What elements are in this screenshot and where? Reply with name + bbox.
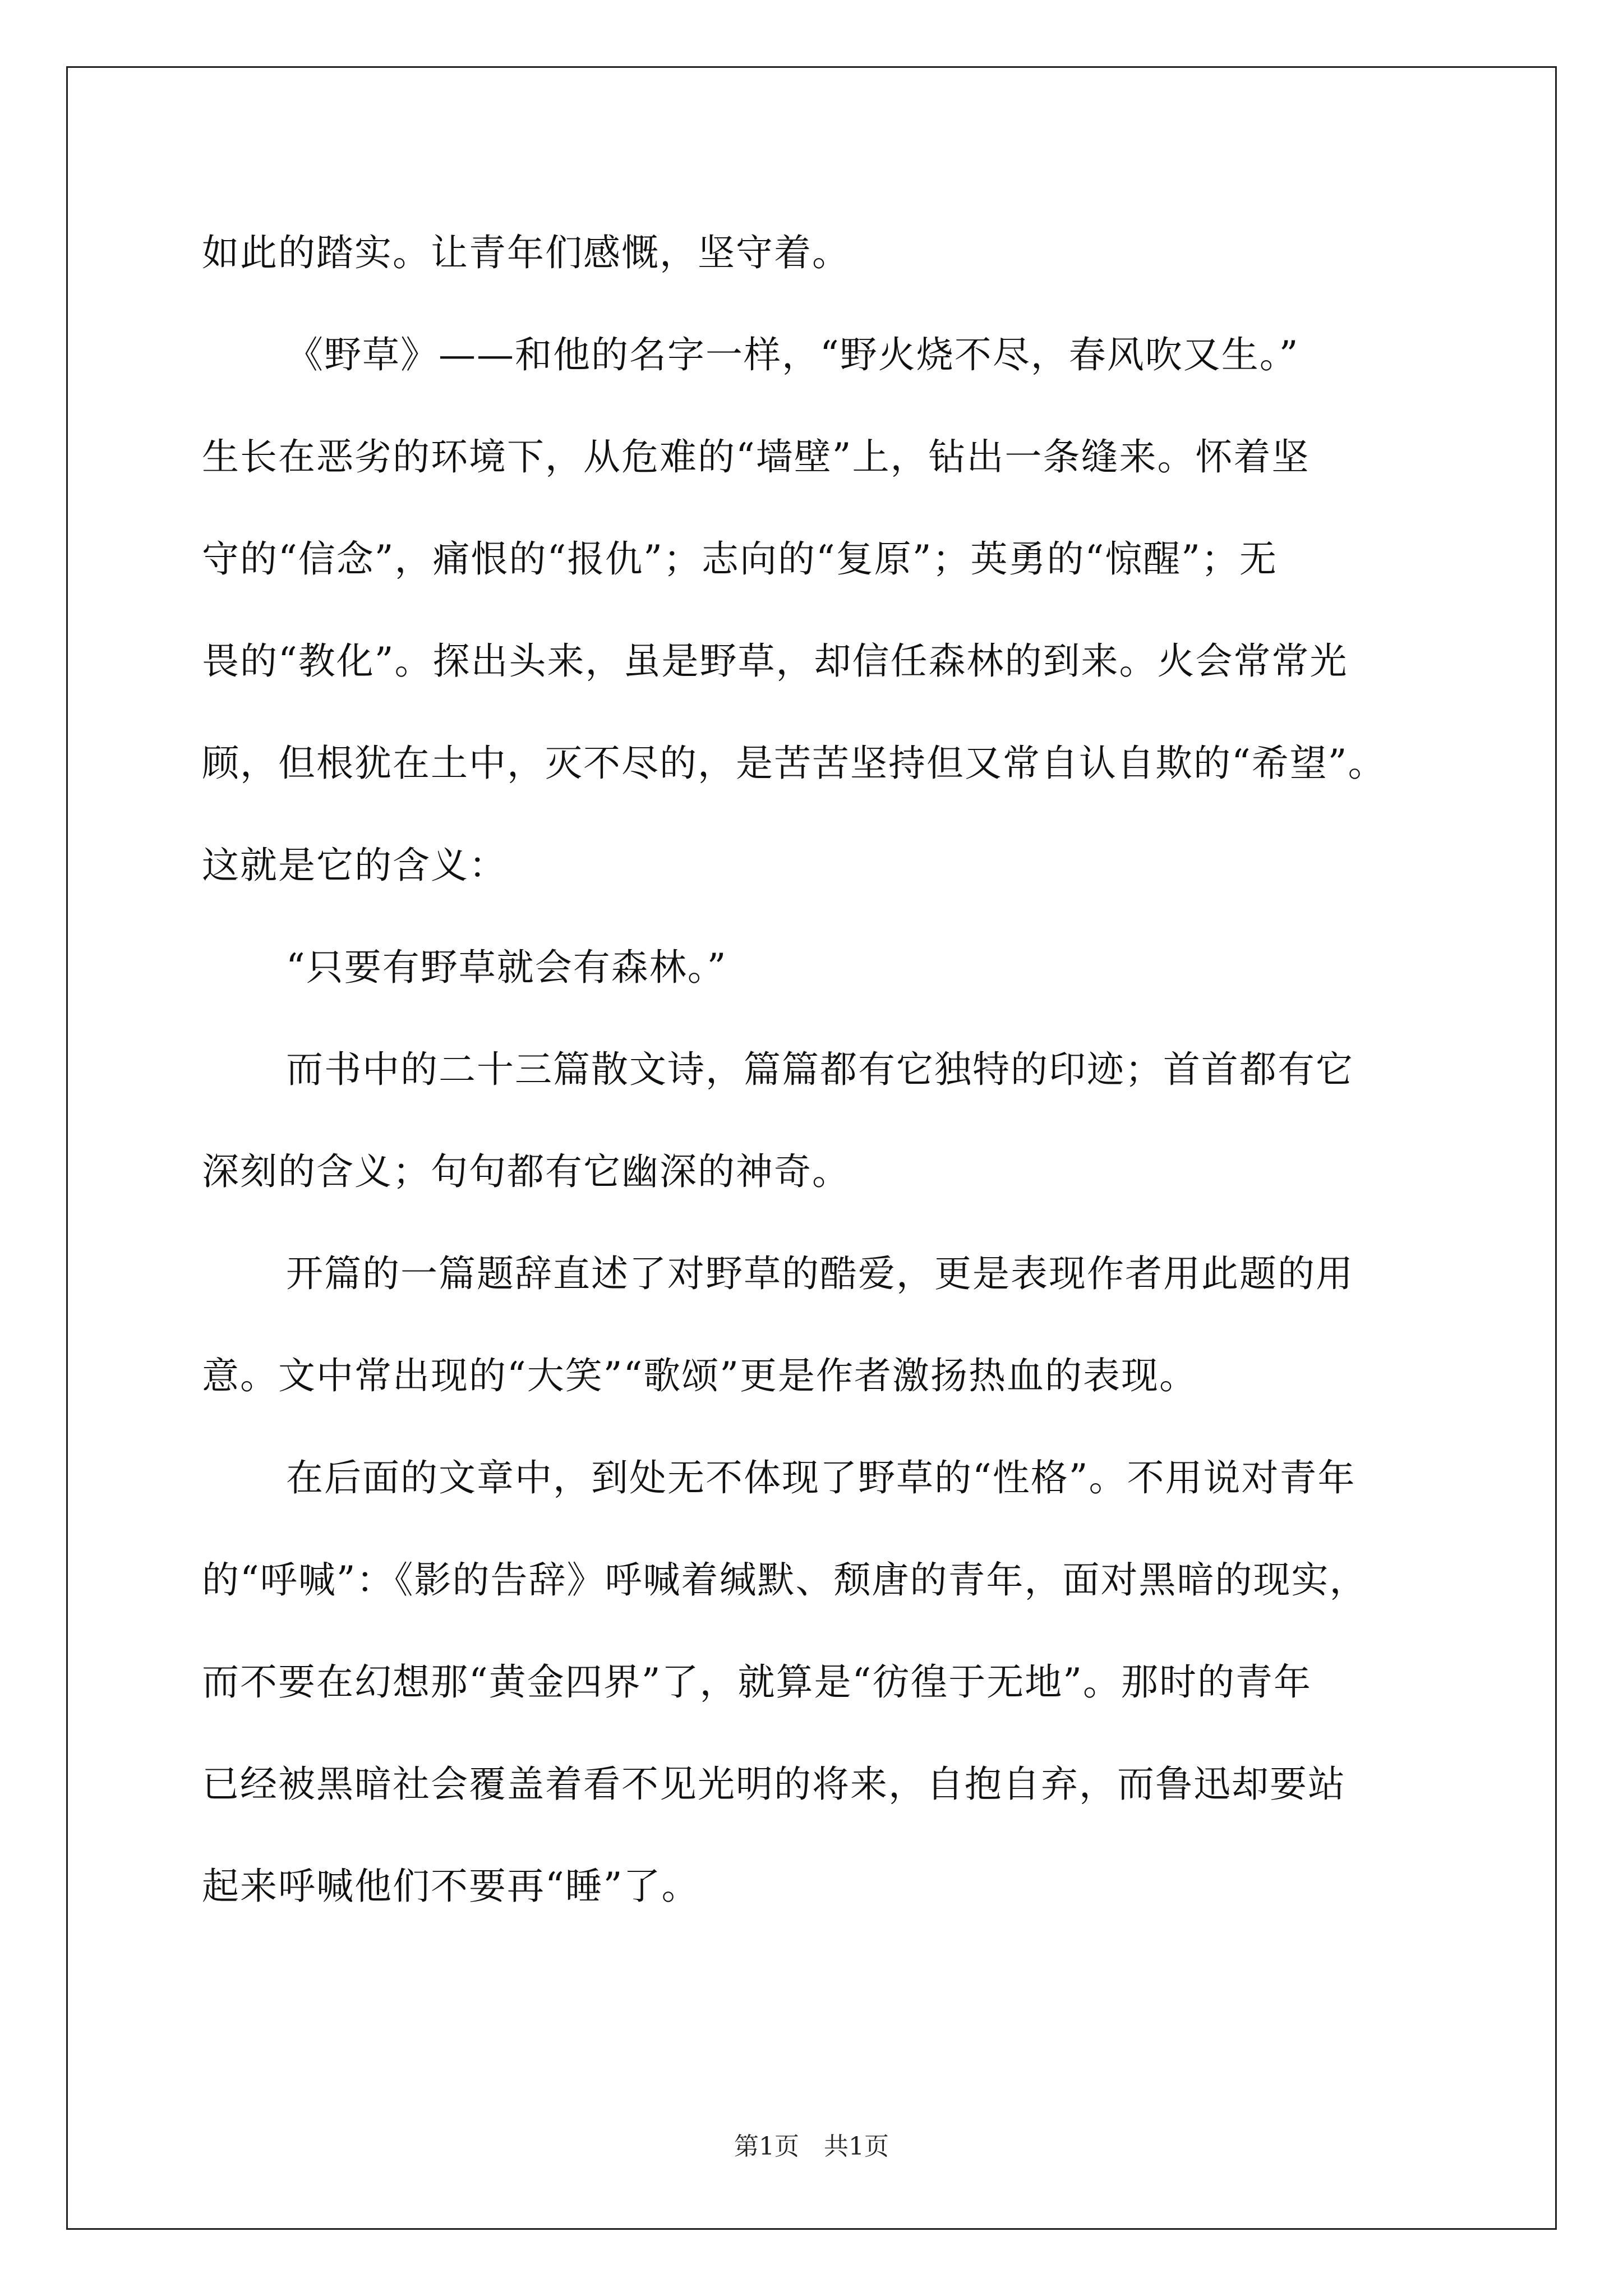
text-line-13: 在后面的文章中，到处无不体现了野草的“性格”。不用说对青年 [286,1456,1356,1499]
page-number-footer: 第1页 共1页 [734,2132,889,2161]
text-line-17: 起来呼喊他们不要再“睡”了。 [202,1865,700,1908]
text-line-3: 生长在恶劣的环境下，从危难的“墙壁”上，钻出一条缝来。怀着坚 [202,435,1310,478]
text-line-7: 这就是它的含义： [202,844,507,887]
text-line-15: 而不要在幻想那“黄金四界”了，就算是“彷徨于无地”。那时的青年 [202,1660,1312,1704]
text-line-12: 意。文中常出现的“大笑”“歌颂”更是作者激扬热血的表现。 [202,1354,1197,1397]
text-line-6: 顾，但根犹在土中，灭不尽的，是苦苦坚持但又常自认自欺的“希望”。 [202,742,1386,785]
text-line-1: 如此的踏实。让青年们感慨，坚守着。 [202,231,850,274]
text-line-2: 《野草》——和他的名字一样，“野火烧不尽，春风吹又生。” [286,333,1299,376]
text-line-16: 已经被黑暗社会覆盖着看不见光明的将来，自抱自弃，而鲁迅却要站 [202,1763,1346,1806]
text-line-9: 而书中的二十三篇散文诗，篇篇都有它独特的印迹；首首都有它 [286,1048,1354,1091]
text-line-5: 畏的“教化”。探出头来，虽是野草，却信任森林的到来。火会常常光 [202,639,1348,683]
document-body [202,202,1481,1938]
text-line-8: “只要有野草就会有森林。” [286,946,727,989]
text-line-14: 的“呼喊”：《影的告辞》呼喊着缄默、颓唐的青年，面对黑暗的现实， [202,1558,1368,1602]
text-line-10: 深刻的含义；句句都有它幽深的神奇。 [202,1150,850,1193]
text-line-4: 守的“信念”，痛恨的“报仇”；志向的“复原”；英勇的“惊醒”；无 [202,537,1278,581]
text-line-11: 开篇的一篇题辞直述了对野草的酷爱，更是表现作者用此题的用 [286,1252,1354,1295]
